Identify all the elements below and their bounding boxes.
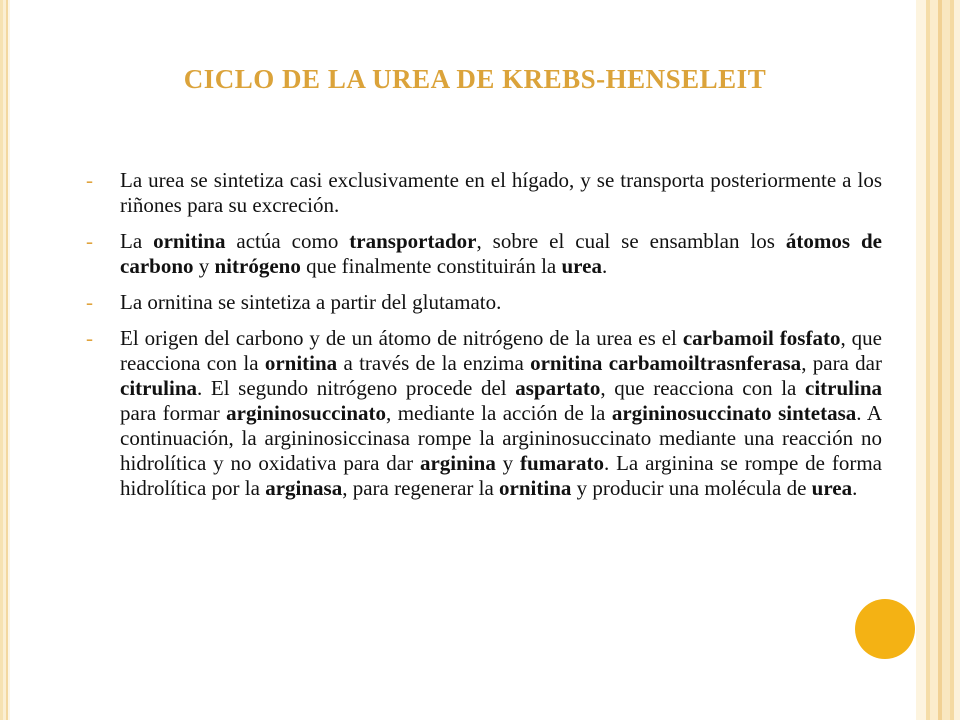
bullet-marker: - — [86, 326, 93, 350]
text-run: . — [852, 476, 858, 500]
text-run: , que reacciona con la — [600, 376, 805, 400]
text-run: El origen del carbono y de un átomo de nitrógeno de la urea es el — [120, 326, 683, 350]
slide-title: CICLO DE LA UREA DE KREBS-HENSELEIT — [183, 64, 767, 94]
bullet-item — [86, 168, 882, 218]
text-run: , sobre el cual se ensamblan los — [476, 229, 786, 253]
text-run: La urea se sintetiza casi exclusivamente en el hígado, y se transporta posteriormente a los riñones para su excreción. — [120, 168, 882, 217]
text-run: . El segundo nitrógeno procede del — [197, 376, 516, 400]
bullet-text — [120, 168, 882, 218]
bullet-marker: - — [86, 290, 93, 314]
bullet-item — [86, 229, 882, 279]
text-run: actúa como — [225, 229, 350, 253]
text-run: y — [193, 254, 215, 278]
text-run: , que reacciona con la — [120, 326, 882, 375]
text-run: a través de la enzima — [337, 351, 531, 375]
bold-term: citrulina — [805, 376, 882, 400]
bold-term: transportador — [349, 229, 477, 253]
bold-term: argininosuccinato — [226, 401, 387, 425]
bullet-text — [120, 229, 882, 279]
bold-term: nitrógeno — [214, 254, 301, 278]
bold-term: ornitina carbamoiltrasnferasa — [530, 351, 802, 375]
text-run: . La arginina se rompe de forma hidrolítica por la — [120, 451, 882, 500]
text-run: para formar — [120, 401, 227, 425]
bold-term: ornitina — [153, 229, 226, 253]
text-run: que finalmente constituirán la — [300, 254, 562, 278]
bold-term: urea — [811, 476, 853, 500]
right-decorative-stripes — [916, 0, 960, 720]
bullet-text — [120, 326, 882, 501]
text-run: . A continuación, la argininosiccinasa rompe la argininosuccinato mediante una reacción no hidrolítica y no oxidativa para dar — [120, 401, 882, 475]
bullet-list — [86, 168, 882, 512]
accent-circle — [855, 599, 915, 659]
text-run: y — [495, 451, 521, 475]
text-run: , mediante la acción de la — [386, 401, 612, 425]
bold-term: carbamoil fosfato — [682, 326, 841, 350]
text-run: . — [601, 254, 608, 278]
bold-term: arginina — [419, 451, 496, 475]
text-run: , para regenerar la — [342, 476, 500, 500]
bullet-marker: - — [86, 229, 93, 253]
bold-term: urea — [561, 254, 602, 278]
bold-term: átomos de carbono — [120, 229, 882, 278]
text-run: La — [120, 229, 154, 253]
bold-term: ornitina — [264, 351, 338, 375]
bold-term: ornitina — [499, 476, 572, 500]
bold-term: citrulina — [120, 376, 197, 400]
bullet-text — [120, 290, 882, 315]
bold-term: aspartato — [515, 376, 601, 400]
bullet-item — [86, 290, 882, 315]
bullet-item — [86, 326, 882, 501]
left-decorative-stripe — [0, 0, 10, 720]
bold-term: arginasa — [265, 476, 343, 500]
bullet-marker: - — [86, 168, 93, 192]
text-run: , para dar — [801, 351, 882, 375]
bold-term: argininosuccinato sintetasa — [611, 401, 857, 425]
bold-term: fumarato — [520, 451, 604, 475]
text-run: y producir una molécula de — [571, 476, 812, 500]
text-run: La ornitina se sintetiza a partir del glutamato. — [120, 290, 502, 314]
